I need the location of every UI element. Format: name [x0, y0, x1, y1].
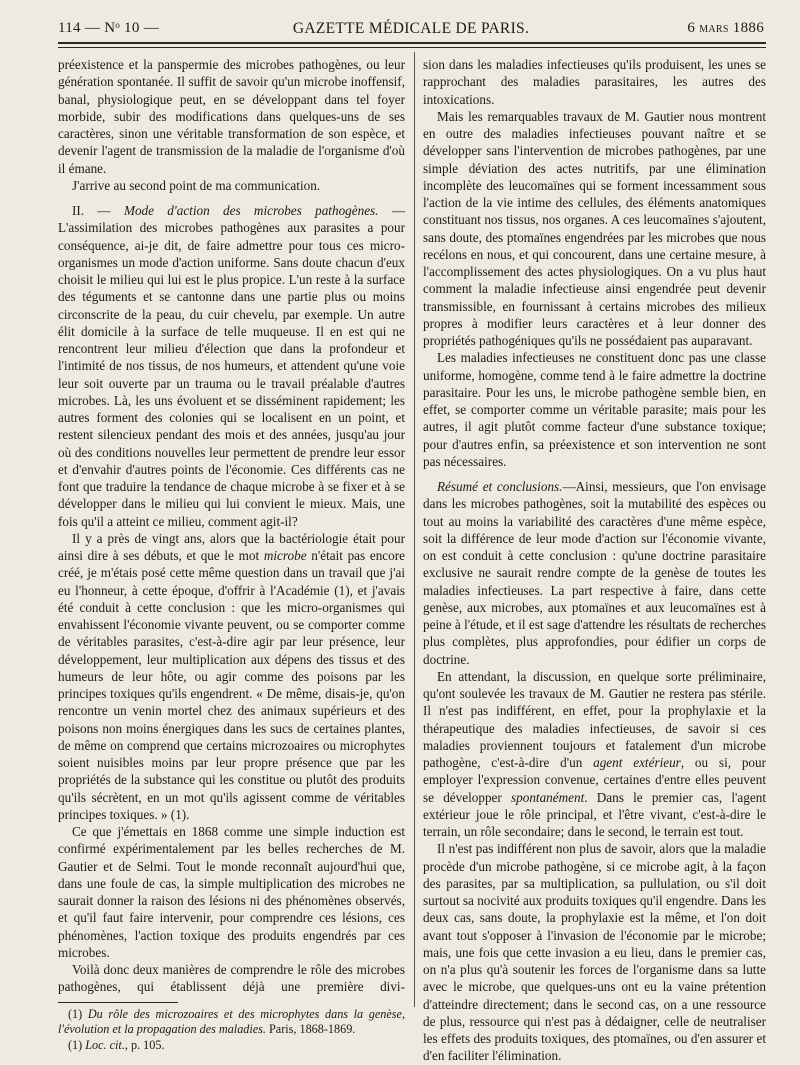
right-paragraph-5 [423, 668, 766, 841]
footnote-2 [58, 1038, 405, 1054]
left-paragraph-6: Voilà donc deux manières de comprendre le rôle des microbes pathogènes, qui établissent déjà une première divi- [58, 962, 405, 995]
section-ii-text: — L'assimilation des microbes pathogènes aux parasites a pour conséquence, ai-je dit, de faire admettre pour tous ces micro-organismes un mode d'action uniforme. Sans doute chacun d'eux choisit le milieu qui lui est le plus propice. L'un reste à la surface des téguments et se cantonne dans une partie plus ou moins circonscrite de la peau, du cuir chevelu, par exemple. Un autre élit domicile à la surface de telle muqueuse. Il en est qui ne rencontrent leur milieu d'élection que dans la profondeur et l'intimité de nos tissus, de nos humeurs, et attendent qu'une voie leur soit ouverte par un trauma ou le travail préalable d'autres microbes. Là, les uns évoluent et se disséminent rapidement; les autres forment des colonies qui se localisent en un point, et restent silencieux pendant des mois et des années, jusqu'au jour où des conditions nouvelles leur permettent de prendre leur essor et d'envahir d'autres points de l'économie. Ces différents cas ne font que traduire la tendance de chaque microbe à se fixer et à se développer dans le milieu qui lui convient le mieux. Mais, une fois qu'il a atteint ce milieu, comment agit-il? [58, 203, 406, 529]
left-paragraph-4-part-a: Il y a près de vingt ans, alors que la bactériologie était pour ainsi dire à ses débuts, et que le mot [58, 530, 405, 563]
left-paragraph-5: Ce que j'émettais en 1868 comme une simple induction est confirmé expérimentalement par les belles recherches de M. Gautier et de Selmi. Tout le monde reconnaît aujourd'hui que, dans une foule de cas, la simple multiplication des microbes ne saurait donner la raison des lésions ni des phénomènes observés, et qu'il faut faire intervenir, pour comprendre ces lésions, ces phénomènes, l'action toxique des produits engendrés par ces microbes. [58, 824, 405, 960]
left-paragraph-4-part-b: n'était pas encore créé, je m'étais posé cette même question dans un travail que j'ai eu l'honneur, à cette époque, d'offrir à l'Académie (1), et j'avais été conduit à cette conclusion : que les micro-organismes qui envahissent l'économie vivante peuvent, ou se comporter comme de véritables parasites, c'est-à-dire agir par leur présence, leur développement, leur multiplication aux dépens des tissus et des humeurs de leur hôte, ou agir comme des poisons par les principes toxiques qu'ils engendrent. « De même, disais-je, qu'on rencontre un venin mortel chez des animaux supérieurs et des poisons non moins énergiques dans les sucs de certaines plantes, de même on comprend que certains microzoaires ou microphytes soient nuisibles moins par leur propre présence que par les propriétés de la substance qui les constitue ou plutôt des produits qu'ils sécrètent, en un mot qu'ils agissent comme de véritables principes toxiques. » (1). [58, 548, 405, 822]
right-column [423, 56, 766, 1065]
section-gap [423, 470, 766, 478]
journal-title: GAZETTE MÉDICALE DE PARIS. [292, 20, 530, 37]
left-paragraph-1: préexistence et la panspermie des microbes pathogènes, ou leur génération spontanée. Il suffit de savoir qu'un microbe inoffensif, banal, physiologique peut, en se développant dans tel foyer morbide, subir des modifications dans quelques-uns de ses caractères, sinon une véritable transformation de son espèce, et devenir l'agent de transmission de la maladie de l'organisme d'où il émane. [58, 57, 405, 176]
footnote-rule [58, 1002, 178, 1003]
conclusions-text: —Ainsi, messieurs, que l'on envisage dans les microbes pathogènes, soit la mutabilité des espèces ou tout au moins la variabilité des caractères d'une même espèce, soit la différence de leur mode d'action sur l'économie vivante, on est conduit à cette conclusion : qu'une doctrine parasitaire exclusive ne saurait rendre compte de la genèse de toutes les maladies infectieuses. La part respective à faire, dans cette genèse, aux microbes, aux ptomaïnes et aux leucomaïnes est à peine à l'étude, et il est sage d'attendre les résultats de recherches plus complètes, plus approfondies, pour édifier un corps de doctrine. [423, 479, 766, 667]
right-paragraph-5-part-a: En attendant, la discussion, en quelque sorte préliminaire, qu'ont soulevée les travaux de M. Gautier ne restera pas stérile. Il n'est pas indifférent, en effet, pour la prophylaxie et la thérapeutique des maladies infectieuses, de savoir si ces maladies proviennent toujours et fatalement d'un microbe pathogène, c'est-à-dire d'un [423, 668, 766, 770]
footnote-2-rest: , p. 105. [124, 1037, 165, 1052]
microbe-term: microbe [263, 548, 307, 563]
left-column [58, 56, 405, 1053]
right-paragraph-5-part-b: , ou si, pour employer l'expression convenue, certaines d'entre elles peuvent se développer [423, 755, 767, 805]
issue-date [687, 20, 764, 37]
right-paragraph-2: Mais les remarquables travaux de M. Gautier nous montrent en outre des maladies infectieuses pouvant naître et se développer sans l'intervention de microbes pathogènes, par une simple déviation des actes nutritifs, par une élimination incomplète des leucomaïnes qui se forment incessamment sous l'action de la vie intime des cellules, des éléments anatomiques constituant nos tissus, nos organes. A ces leucomaïnes s'ajoutent, sans doute, des ptomaïnes engendrées par les microbes que nous recélons en nous, et qui concourent, dans une certaine mesure, à l'accomplissement des actes physiologiques. On a vu plus haut comment la maladie infectieuse ainsi engendrée peut devenir transmissible, en fournissant à certains microbes des milieux propres à modifier leurs caractères et à leur donner des propriétés pathogéniques qu'ils ne possédaient pas auparavant. [423, 108, 766, 348]
conclusions-heading: Résumé et conclusions. [437, 479, 563, 494]
footnote-1 [58, 1007, 405, 1038]
section-ii-paragraph [58, 202, 405, 530]
page-number: 114 — Nᵒ 10 — [58, 20, 159, 36]
footnote-1-mark: (1) [68, 1006, 88, 1021]
left-paragraph-2: J'arrive au second point de ma communication. [72, 177, 321, 193]
section-gap [58, 194, 405, 202]
page-header [58, 18, 764, 42]
section-ii-heading: Mode d'action des microbes pathogènes. [123, 203, 379, 218]
conclusions-paragraph [423, 478, 766, 668]
right-paragraph-5-part-c: . Dans le premier cas, l'agent extérieur joue le rôle principal, et l'être vivant, c'est-à-dire le terrain, un rôle secondaire; dans le second, le terrain est tout. [423, 789, 766, 839]
left-paragraph-4 [58, 530, 405, 823]
header-rule-thick [58, 42, 766, 44]
agent-exterieur-term: agent extérieur [593, 755, 681, 770]
section-ii-label: II. — [72, 203, 111, 218]
footnote-2-mark: (1) [68, 1037, 86, 1052]
column-divider [414, 52, 415, 1007]
date-day: 6 [687, 20, 696, 36]
right-paragraph-1: sion dans les maladies infectieuses qu'ils produisent, les unes se rapprochant des maladies parasitaires, les autres des intoxications. [423, 57, 766, 107]
right-paragraph-3: Les maladies infectieuses ne constituent donc pas une classe uniforme, homogène, comme tend à le faire admettre la doctrine parasitaire. Pour les uns, le microbe pathogène semble bien, en effet, se comporter comme un véritable parasite; mais pour les autres, il agit plutôt comme facteur d'une substance toxique; pour d'autres enfin, sa préexistence et son intervention ne sont pas nécessaires. [423, 350, 766, 469]
footnote-1-rest: Paris, 1868-1869. [265, 1022, 356, 1036]
right-paragraph-6: Il n'est pas indifférent non plus de savoir, alors que la maladie procède d'un microbe pathogène, si ce microbe agit, à la façon des parasites, par sa multiplication, sa pullulation, ou s'il doit surtout sa nocivité aux produits toxiques qu'il engendre. Dans les deux cas, sans doute, la prophylaxie est la même, et l'on doit avant tout s'opposer à l'invasion de l'économie par le microbe; mais, une fois que cette invasion a eu lieu, dans le premier cas, on n'a plus qu'à soutenir les forces de l'organisme dans sa lutte avec le microbe, que quelques-uns ont eu la vaine prétention d'atteindre directement; dans le second cas, on a une ressource de plus, ressource qui n'est pas à dédaigner, celle de neutraliser les effets des produits toxiques, des ptomaïnes, ou d'en assurer et d'en faciliter l'élimination. [423, 841, 766, 1064]
date-year: 1886 [732, 20, 764, 36]
header-rule-thin [58, 47, 766, 48]
footnote-2-ref: Loc. cit. [85, 1037, 125, 1052]
date-month: mars [699, 21, 729, 36]
spontanement-term: spontanément [511, 789, 585, 805]
footnote-1-title: Du rôle des microzoaires et des microphytes dans la genèse, l'évolution et la propagation des maladies. [58, 1006, 405, 1036]
